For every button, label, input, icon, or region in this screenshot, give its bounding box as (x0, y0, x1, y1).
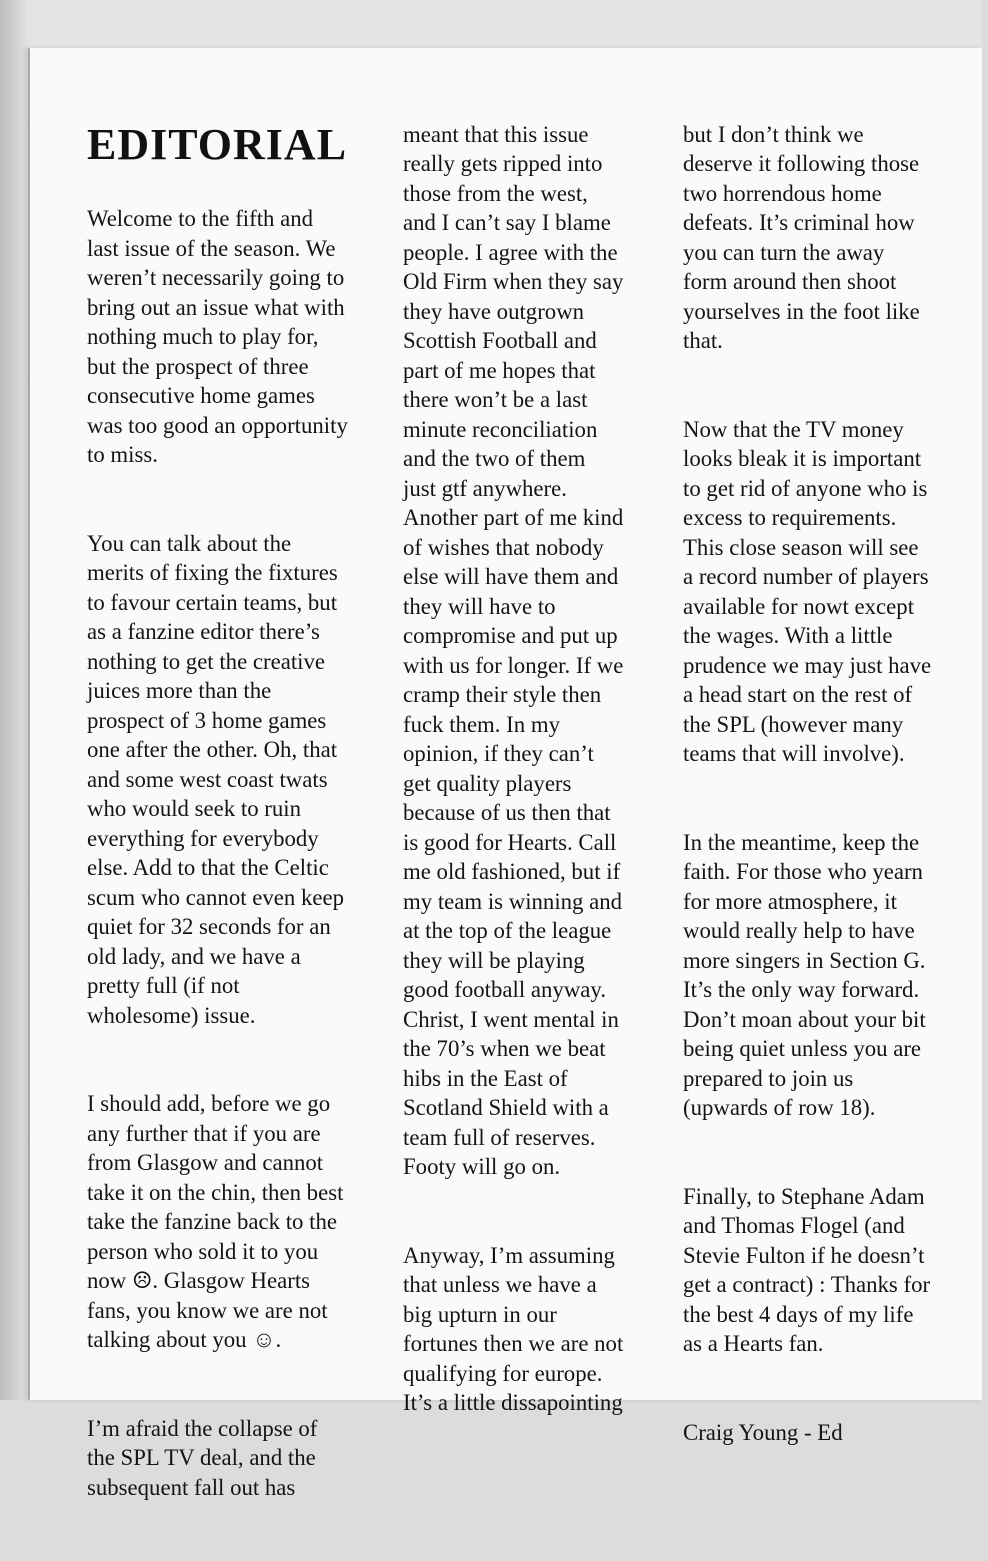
paragraph-fixtures: You can talk about the merits of fixing the fixtures to favour certain teams, but as a fanzine editor there’s nothing to get the creative juices more than the prospect of 3 home games one after the other. Oh, that and some west coast twats who would seek to ruin everything for everybody else. Add to that the Celtic scum who cannot even keep quiet for 32 seconds for an old lady, and we have a pretty full (if not wholesome) issue. (87, 530, 345, 1028)
editorial-title: EDITORIAL (87, 119, 348, 169)
paragraph-home-defeats: but I don’t think we deserve it following those two horrendous home defeats. It’s criminal how you can turn the away form around then shoot yourselves in the foot like that. (683, 121, 920, 353)
paragraph-old-firm: meant that this issue really gets ripped into those from the west, and I can’t say I blame people. I agree with the Old Firm when they say they have outgrown Scottish Football and part of me hopes that there won’t be a last minute reconciliation and the two of them just gtf anywhere. Another part of me kind of wishes that nobody else will have them and they will have to compromise and put up with us for longer. If we cramp their style then fuck them. In my opinion, if they can’t get quality players because of us then that is good for Hearts. Call me old fashioned, but if my team is winning and at the top of the league they will be playing good football anyway. Christ, I went mental in the 70’s when we beat hibs in the East of Scotland Shield with a team full of reserves. Footy will go on. (403, 121, 624, 1179)
paragraph-atmosphere: In the meantime, keep the faith. For those who yearn for more atmosphere, it would really help to have more singers in Section G. It’s the only way forward. Don’t moan about your bit being quiet unless you are prepared to join us (upwards of row 18). (683, 829, 926, 1120)
paragraph-thanks: Finally, to Stephane Adam and Thomas Flogel (and Stevie Fulton if he doesn’t get a contract) : Thanks for the best 4 days of my life as a Hearts fan. (683, 1183, 931, 1356)
binding-shadow (0, 0, 28, 1400)
editor-signature: Craig Young - Ed (683, 1419, 843, 1445)
paragraph-tv-deal-start: I’m afraid the collapse of the SPL TV deal, and the subsequent fall out has (87, 1415, 318, 1500)
column-1 (87, 90, 387, 1561)
paragraph-europe: Anyway, I’m assuming that unless we have a big upturn in our fortunes then we are not qualifying for europe. It’s a little dissapointing (403, 1242, 624, 1415)
column-2 (403, 90, 663, 1477)
column-3 (683, 90, 973, 1506)
paragraph-welcome: Welcome to the fifth and last issue of the season. We weren’t necessarily going to bring out an issue what with nothing much to play for, but the prospect of three consecutive home games was too good an opportunity to miss. (87, 206, 348, 467)
paragraph-tv-money: Now that the TV money looks bleak it is important to get rid of anyone who is excess to requirements. This close season will see a record number of players available for nowt except the wages. With a little prudence we may just have a head start on the rest of the SPL (however many teams that will involve). (683, 416, 932, 766)
paragraph-glasgow: I should add, before we go any further that if you are from Glasgow and cannot take it on the chin, then best take the fanzine back to the person who sold it to you now ☹. Glasgow Hearts fans, you know we are not talking about you ☺. (87, 1091, 344, 1352)
